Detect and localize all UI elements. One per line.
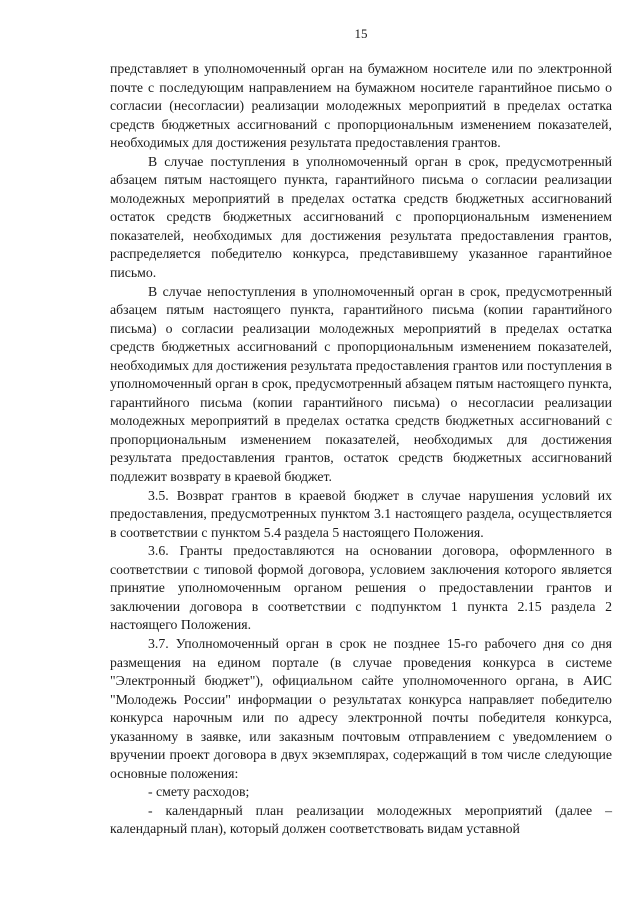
paragraph-continuation: представляет в уполномоченный орган на бумажном носителе или по электронной почте с последующим направлением на бумажном носителе гарантийное письмо о согласии (несогласии) реализации молодежных мероприятий в пределах остатка средств бюджетных ассигнований с пропорциональным изменением показателей, необходимых для достижения результата предоставления грантов. [110,61,612,151]
document-page [110,26,612,839]
page-number: 15 [354,26,368,41]
paragraph-letter-received: В случае поступления в уполномоченный орган в срок, предусмотренный абзацем пятым настоящего пункта, гарантийного письма о согласии реализации молодежных мероприятий в пределах остатка средств бюджетных ассигнований остаток средств бюджетных ассигнований с пропорциональным изменением показателей, необходимых для достижения результата предоставления грантов, распределяется победителю конкурса, представившему указанное гарантийное письмо. [110,153,612,281]
paragraph-3-7: 3.7. Уполномоченный орган в срок не позднее 15-го рабочего дня со дня размещения на едином портале (в случае проведения конкурса в системе "Электронный бюджет"), официальном сайте уполномоченного органа, в АИС "Молодежь России" информации о результатах конкурса направляет победителю конкурса нарочным или по адресу электронной почты победителя конкурса, указанному в заявке, или заказным почтовым отправлением с уведомлением о вручении проект договора в двух экземплярах, содержащий в том числе следующие основные положения: [110,635,612,781]
list-item-calendar-plan: - календарный план реализации молодежных мероприятий (далее – календарный план), который должен соответствовать видам уставной [110,802,612,837]
paragraph-letter-not-received: В случае непоступления в уполномоченный орган в срок, предусмотренный абзацем пятым настоящего пункта, гарантийного письма (копии гарантийного письма) о согласии реализации молодежных мероприятий в пределах остатка средств бюджетных ассигнований с пропорциональным изменением показателей, необходимых для достижения результата предоставления грантов или поступления в уполномоченный орган в срок, предусмотренный абзацем пятым настоящего пункта, гарантийного письма (копии гарантийного письма) о несогласии реализации молодежных мероприятий в пределах остатка средств бюджетных ассигнований с пропорциональным изменением показателей, необходимых для достижения результата предоставления грантов, остаток средств бюджетных ассигнований подлежит возврату в краевой бюджет. [110,283,612,485]
paragraph-3-6: 3.6. Гранты предоставляются на основании договора, оформленного в соответствии с типовой формой договора, условием заключения которого является принятие уполномоченным органом решения о предоставлении грантов и заключении договора в соответствии с подпунктом 1 пункта 2.15 раздела 2 настоящего Положения. [110,543,612,633]
list-item-budget: - смету расходов; [148,784,250,800]
paragraph-3-5: 3.5. Возврат грантов в краевой бюджет в случае нарушения условий их предоставления, предусмотренных пунктом 3.1 настоящего раздела, осуществляется в соответствии с пунктом 5.4 раздела 5 настоящего Положения. [110,487,612,540]
